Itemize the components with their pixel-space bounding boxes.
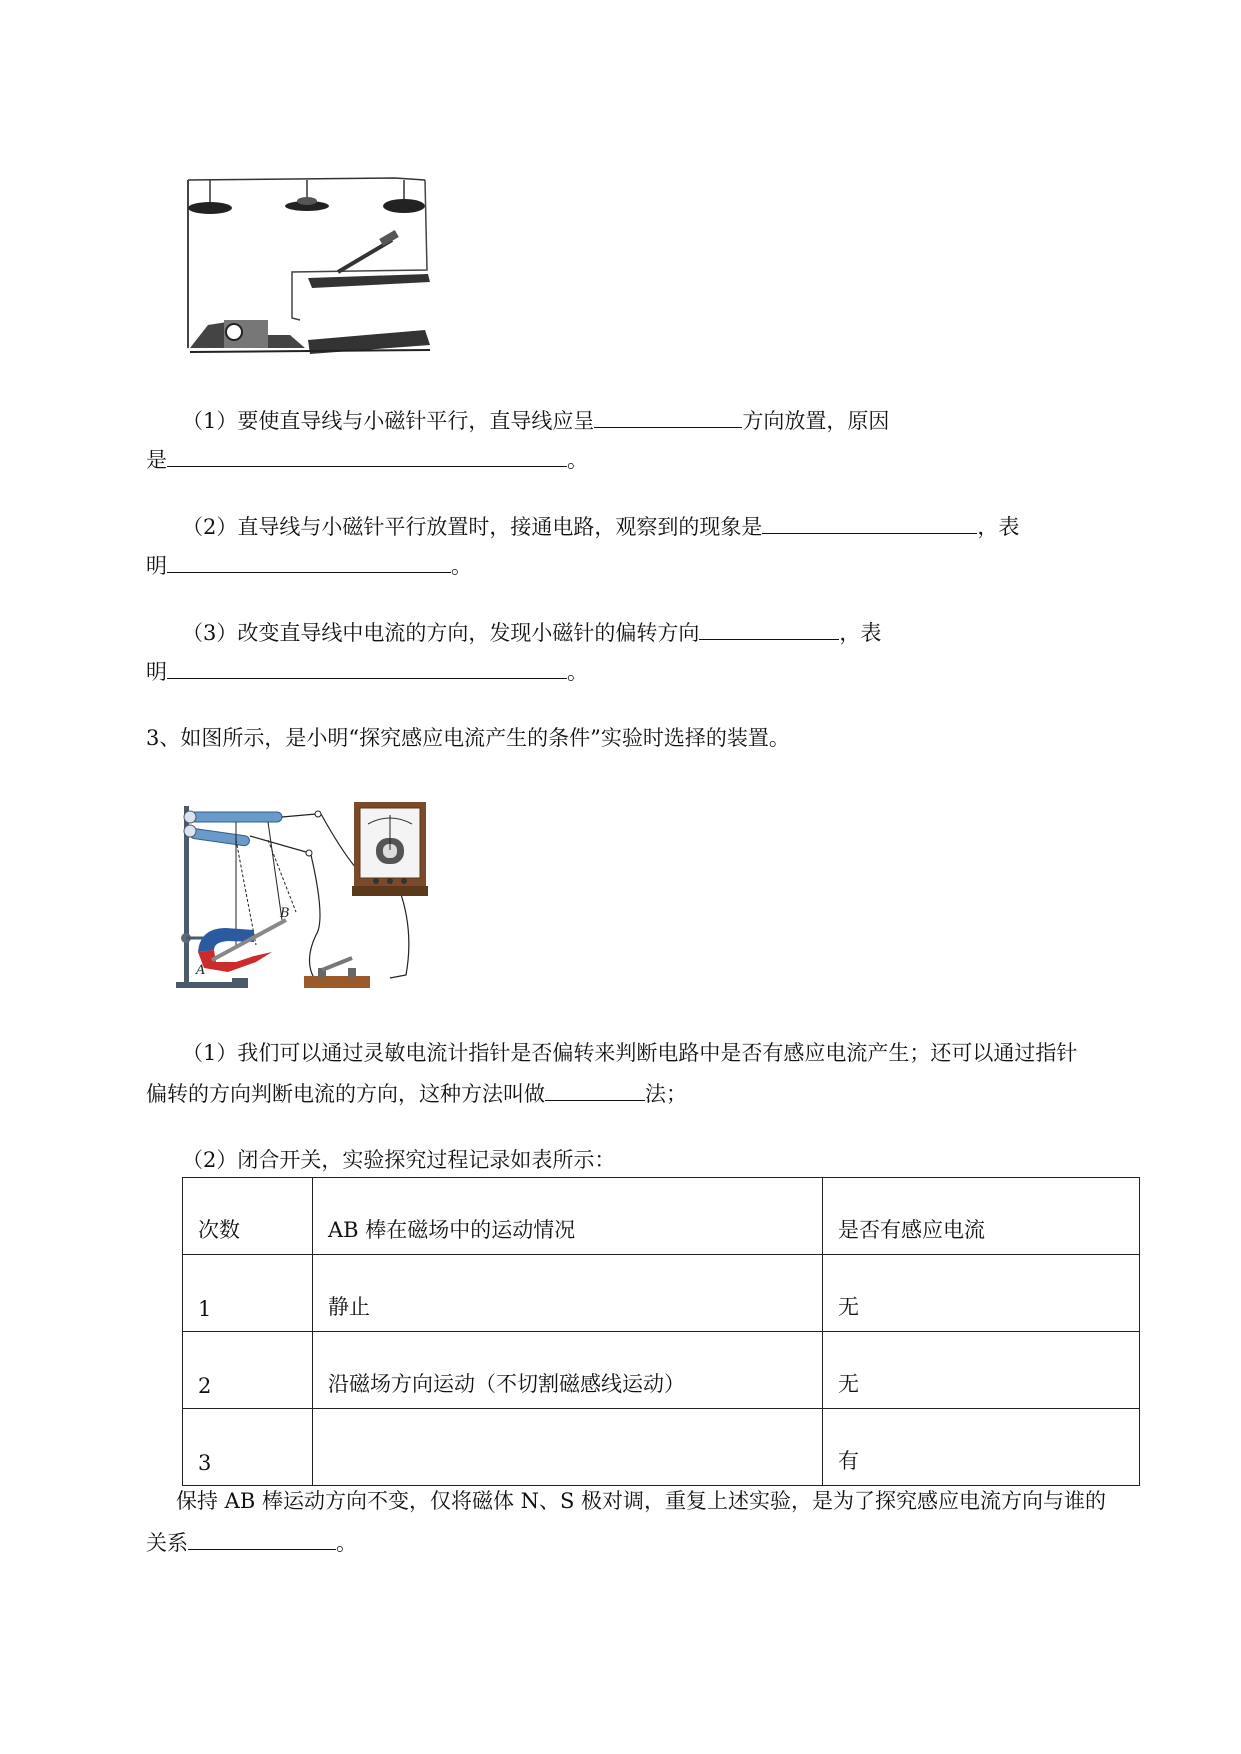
q3-part1-line2: 偏转的方向判断电流的方向，这种方法叫做 法；	[146, 1078, 687, 1109]
table-cell: 沿磁场方向运动（不切割磁感线运动）	[313, 1332, 823, 1409]
q2-part2-line1: （2）直导线与小磁针平行放置时，接通电路，观察到的现象是 ，表	[182, 511, 1019, 542]
answer-blank-phenomenon[interactable]	[762, 511, 977, 534]
experiment-record-table	[182, 1177, 1140, 1486]
header-cell: AB 棒在磁场中的运动情况	[313, 1178, 823, 1255]
answer-blank-indicates[interactable]	[167, 550, 451, 573]
q2-part3-line2: 明 。	[146, 656, 588, 687]
q3-part1-line1: （1）我们可以通过灵敏电流计指针是否偏转来判断电路中是否有感应电流产生；还可以通过指针	[182, 1041, 1078, 1065]
q2-part3-line1: （3）改变直导线中电流的方向，发现小磁针的偏转方向 ，表	[182, 617, 881, 648]
q3-part3-line1: 保持 AB 棒运动方向不变，仅将磁体 N、S 极对调，重复上述实验，是为了探究感应电流方向与谁的	[176, 1489, 1107, 1513]
table-row	[183, 1409, 1140, 1486]
label-b: B	[280, 906, 290, 921]
header-cell: 是否有感应电流	[823, 1178, 1140, 1255]
answer-blank-conclusion[interactable]	[167, 656, 567, 679]
table-cell: 1	[183, 1255, 313, 1332]
table-row	[183, 1255, 1140, 1332]
q3-part2: （2）闭合开关，实验探究过程记录如表所示：	[182, 1148, 616, 1172]
header-cell: 次数	[183, 1178, 313, 1255]
q2-part2-line2: 明 。	[146, 550, 472, 581]
answer-blank-reason[interactable]	[167, 444, 567, 467]
answer-blank-method[interactable]	[545, 1078, 645, 1101]
table-cell: 有	[823, 1409, 1140, 1486]
answer-blank-deflection[interactable]	[699, 617, 839, 640]
q3-part3-line2: 关系 。	[146, 1527, 357, 1558]
table-header-row	[183, 1178, 1140, 1255]
table-cell: 无	[823, 1255, 1140, 1332]
table-cell-answer[interactable]	[313, 1409, 823, 1486]
table-cell: 2	[183, 1332, 313, 1409]
q2-part1-line2: 是 。	[146, 444, 588, 475]
induction-apparatus-figure	[176, 800, 436, 1000]
answer-blank-direction[interactable]	[594, 405, 742, 428]
label-a: A	[196, 963, 206, 978]
table-row	[183, 1332, 1140, 1409]
answer-blank-relation[interactable]	[188, 1527, 336, 1550]
table-cell: 无	[823, 1332, 1140, 1409]
table-cell: 静止	[313, 1255, 823, 1332]
table-cell: 3	[183, 1409, 313, 1486]
q2-part1-line1: （1）要使直导线与小磁针平行，直导线应呈 方向放置，原因	[182, 405, 889, 436]
oersted-apparatus-figure	[180, 170, 440, 360]
q3-intro: 3、如图所示，是小明“探究感应电流产生的条件”实验时选择的装置。	[146, 726, 790, 750]
